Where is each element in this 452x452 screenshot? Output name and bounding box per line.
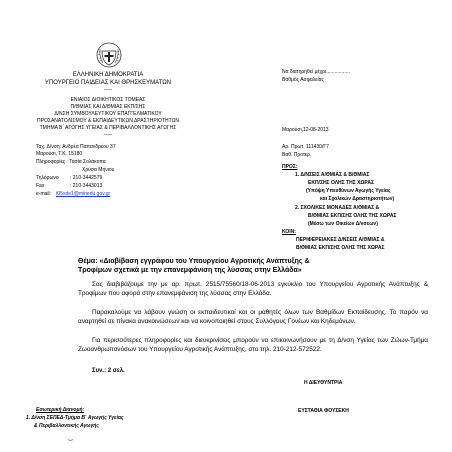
recipient-2-line-1: 2. ΣΧΟΛΙΚΕΣ ΜΟΝΑΔΕΣ Α/ΘΜΙΑΣ & xyxy=(295,205,380,211)
document-date: Μαρούσι,12-08-2013 xyxy=(282,127,329,133)
country-name: ΕΛΛΗΝΙΚΗ ΔΗΜΟΚΡΑΤΙΑ xyxy=(72,72,144,78)
contact-email-label: e-mail: xyxy=(36,191,52,197)
recipient-1-line-1: 1. Δ/ΝΣΕΙΣ Α/ΘΜΙΑΣ & Β/ΘΜΙΑΣ xyxy=(295,172,370,178)
security-level: Βαθμός Ασφαλείας xyxy=(282,77,324,83)
cc-line-2: Β/ΘΜΙΑΣ ΕΚΠ/ΣΗΣ ΟΛΗΣ ΤΗΣ ΧΩΡΑΣ xyxy=(296,245,385,251)
unit-line-2: Π/ΘΜΙΑΣ ΚΑΙ Δ/ΘΜΙΑΣ ΕΚΠ/ΣΗΣ xyxy=(70,104,146,110)
recipient-1-note-2: και Σχολικών Δραστηριοτήτων) xyxy=(320,196,395,202)
contact-phone-label: Τηλέφωνο xyxy=(36,175,59,181)
contact-city: Μαρούσι, Τ.Κ. 15180 xyxy=(36,151,83,157)
footer-mark: ‿ xyxy=(68,435,73,441)
retention-period: Να διατηρηθεί μέχρι................. xyxy=(282,69,350,75)
body-paragraph-3: Για περισσότερες πληροφορίες και διευκρινίσεις μπορούν να επικοινωνήσουν με τη Δ/νση Υγείας των Ζώων-Τμήμα Ζωοανθρωπονόσων του Υπουργείου Αγροτικής Ανάπτυξης, στο τηλ. 210-212-572522. xyxy=(78,337,428,354)
ministry-name: ΥΠΟΥΡΓΕΙΟ ΠΑΙΔΕΙΑΣ ΚΑΙ ΘΡΗΣΚΕΥΜΑΤΩΝ xyxy=(44,80,172,86)
recipient-2-note: (Μέσω των Οικείων Δ/νσεων) xyxy=(308,221,378,227)
contact-info: Πληροφορίες : Τασία Σολάκοπα xyxy=(36,159,106,165)
unit-line-5: ΤΜΗΜΑ Β΄ ΑΓΩΓΗΣ ΥΓΕΙΑΣ & ΠΕΡΙΒΑΛΛΟΝΤΙΚΗΣ ΑΓΩΓΗΣ xyxy=(39,125,177,131)
contact-fax-label: Fax xyxy=(36,183,45,189)
contact-info-second-name: Χρύσα Μήνιου xyxy=(82,167,115,173)
internal-distribution-line-2: & Περιβαλλοντικής Αγωγής xyxy=(34,423,99,429)
subject-line-1: Θέμα: «Διαβίβαση εγγράφου του Υπουργείου Αγροτικής Ανάπτυξης & xyxy=(78,258,310,265)
unit-line-3: Δ/ΝΣΗ ΣΥΜΒΟΥΛΕΥΤΙΚΟΥ ΕΠΑΓΓΕΛΜΑΤΙΚΟΥ xyxy=(54,111,162,117)
protocol-number: Αρ. Πρωτ. 111430/Γ7 xyxy=(282,144,329,150)
internal-distribution-label: Εσωτερική Διανομή: xyxy=(36,407,85,413)
greek-state-emblem-icon xyxy=(96,42,122,68)
recipient-1-note-1: (Υπόψη Υπευθύνων Αγωγής Υγείας xyxy=(306,188,391,194)
contact-phone: : 210-3442579 xyxy=(70,175,103,181)
header-separator: ----- xyxy=(103,87,113,93)
signatory-role: Η ΔΙΕΥΘΥΝΤΡΙΑ xyxy=(304,380,343,386)
contact-email-link[interactable]: t05sde1@minedu.gov.gr xyxy=(56,191,111,197)
cc-label: ΚΟΙΝ: xyxy=(282,229,296,235)
body-paragraph-2: Παρακαλούμε να λάβουν γνώση οι εκπαιδευτικοί και οι μαθητές όλων των Βαθμίδων Εκπαίδευσης. Το παρόν να αναρτηθεί σε πίνακα ανακοινώσεων και να κοινοποιηθεί στους Συλλόγους Γονέων και Κηδεμόνων. xyxy=(78,309,428,326)
priority-level: Βαθ. Προτερ. xyxy=(282,152,312,158)
attachments-count: Συν.: 2 σελ. xyxy=(92,368,125,374)
recipient-2-line-2: Β/ΘΜΙΑΣ ΕΚΠ/ΣΗΣ ΟΛΗΣ ΤΗΣ ΧΩΡΑΣ xyxy=(308,213,397,219)
signatory-name: ΕΥΣΤΑΘΙΑ ΦΟΥΣΕΚΗ xyxy=(298,408,349,414)
subject-line-2: Τροφίμων σχετικά με την επανεμφάνιση της λύσσας στην Ελλάδα» xyxy=(78,267,302,274)
contact-fax: : 210-3443013 xyxy=(70,183,103,189)
internal-distribution-line-1: 1. Δ/νση ΣΕΠΕΔ-Τμήμα Β΄ Αγωγής Υγείας xyxy=(26,415,124,421)
contact-address: Ταχ. Δ/νση: Ανδρέα Παπανδρέου 37 xyxy=(36,144,116,150)
unit-line-1: ΕΝΙΑΙΟΣ ΔΙΟΙΚΗΤΙΚΟΣ ΤΟΜΕΑΣ xyxy=(70,97,146,103)
recipient-1-line-2: ΕΚΠ/ΣΗΣ ΟΛΗΣ ΤΗΣ ΧΩΡΑΣ xyxy=(308,180,375,186)
recipients-label: ΠΡΟΣ: xyxy=(282,164,298,170)
unit-line-4: ΠΡΟΣΑΝΑΤΟΛΙΣΜΟΥ & ΕΚΠΑΙΔΕΥΤΙΚΩΝ ΔΡΑΣΤΗΡΙΟΤΗΤΩΝ xyxy=(37,118,179,124)
body-paragraph-1: Σας διαβιβάζουμε την με αρ. πρωτ. 2515/75560/18-06-2013 εγκύκλιο του Υπουργείου Αγροτικής Ανάπτυξης & Τροφίμων που αφορά στην επανεμφάνιση της λύσσας στην Ελλάδα. xyxy=(78,281,428,298)
cc-line-1: ΠΕΡΙΦΕΡΕΙΑΚΕΣ Δ/ΝΣΕΙΣ Α/ΘΜΙΑΣ & xyxy=(296,237,385,243)
unit-separator: ----- xyxy=(103,132,113,138)
